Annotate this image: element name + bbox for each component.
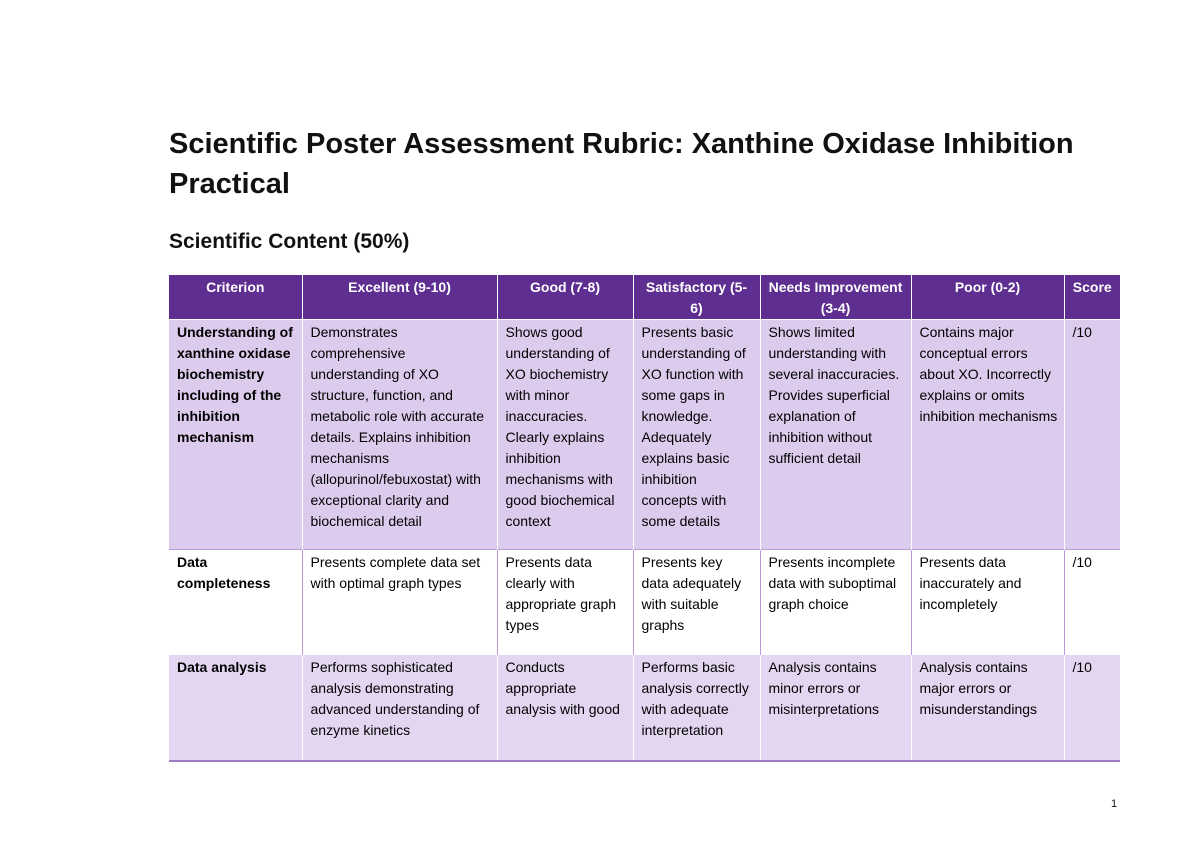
excellent-cell: Demonstrates comprehensive understanding of XO structure, function, and metabolic role with accurate details. Explains inhibition mechanisms (allopurinol/febuxostat) with exceptional clarity and biochemical detail	[302, 320, 497, 550]
needs-improvement-cell: Shows limited understanding with several inaccuracies. Provides superficial explanation of inhibition without sufficient detail	[760, 320, 911, 550]
excellent-cell: Presents complete data set with optimal graph types	[302, 550, 497, 655]
page-title: Scientific Poster Assessment Rubric: Xanthine Oxidase Inhibition Practical	[169, 128, 1074, 200]
criterion-cell: Data completeness	[169, 550, 302, 655]
rubric-header-row	[169, 275, 1120, 320]
poor-cell: Analysis contains major errors or misunderstandings	[911, 655, 1064, 761]
header-poor: Poor (0-2)	[911, 275, 1064, 320]
header-criterion: Criterion	[169, 275, 302, 320]
excellent-cell: Performs sophisticated analysis demonstrating advanced understanding of enzyme kinetics	[302, 655, 497, 761]
header-satisfactory: Satisfactory (5-6)	[633, 275, 760, 320]
table-row	[169, 550, 1120, 655]
rubric-table	[169, 275, 1120, 762]
score-cell: /10	[1064, 655, 1120, 761]
score-cell: /10	[1064, 550, 1120, 655]
table-row	[169, 320, 1120, 550]
page-number: 1	[1111, 798, 1118, 810]
header-needs-improvement: Needs Improvement (3-4)	[760, 275, 911, 320]
poor-cell: Presents data inaccurately and incompletely	[911, 550, 1064, 655]
score-cell: /10	[1064, 320, 1120, 550]
section-heading: Scientific Content (50%)	[169, 230, 410, 253]
satisfactory-cell: Performs basic analysis correctly with adequate interpretation	[633, 655, 760, 761]
good-cell: Presents data clearly with appropriate graph types	[497, 550, 633, 655]
needs-improvement-cell: Presents incomplete data with suboptimal graph choice	[760, 550, 911, 655]
header-excellent: Excellent (9-10)	[302, 275, 497, 320]
criterion-cell: Data analysis	[169, 655, 302, 761]
poor-cell: Contains major conceptual errors about XO. Incorrectly explains or omits inhibition mechanisms	[911, 320, 1064, 550]
table-row	[169, 655, 1120, 761]
header-good: Good (7-8)	[497, 275, 633, 320]
needs-improvement-cell: Analysis contains minor errors or misinterpretations	[760, 655, 911, 761]
good-cell: Shows good understanding of XO biochemistry with minor inaccuracies. Clearly explains inhibition mechanisms with good biochemical context	[497, 320, 633, 550]
good-cell: Conducts appropriate analysis with good	[497, 655, 633, 761]
criterion-cell: Understanding of xanthine oxidase biochemistry including of the inhibition mechanism	[169, 320, 302, 550]
satisfactory-cell: Presents key data adequately with suitable graphs	[633, 550, 760, 655]
satisfactory-cell: Presents basic understanding of XO function with some gaps in knowledge. Adequately explains basic inhibition concepts with some details	[633, 320, 760, 550]
header-score: Score	[1064, 275, 1120, 320]
